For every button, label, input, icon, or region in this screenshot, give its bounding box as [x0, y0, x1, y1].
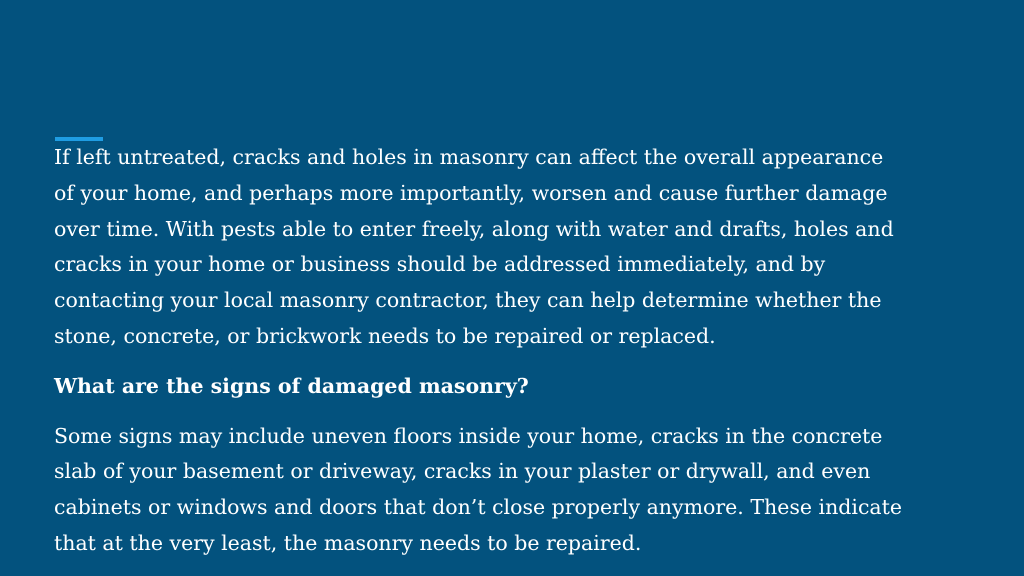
slide-content: [54, 140, 984, 562]
intro-paragraph: If left untreated, cracks and holes in masonry can affect the overall appearance of your home, and perhaps more importantly, worsen and cause further damage over time. With pests able to enter freely, along with water and drafts, holes and cracks in your home or business should be addressed immediately, and by contacting your local masonry contractor, they can help determine whether the stone, concrete, or brickwork needs to be repaired or replaced.: [54, 145, 894, 348]
section-heading: What are the signs of damaged masonry?: [54, 373, 529, 398]
signs-paragraph: Some signs may include uneven floors inside your home, cracks in the concrete slab of your basement or driveway, cracks in your plaster or drywall, and even cabinets or windows and doors that don’t close properly anymore. These indicate that at the very least, the masonry needs to be repaired.: [54, 423, 903, 555]
